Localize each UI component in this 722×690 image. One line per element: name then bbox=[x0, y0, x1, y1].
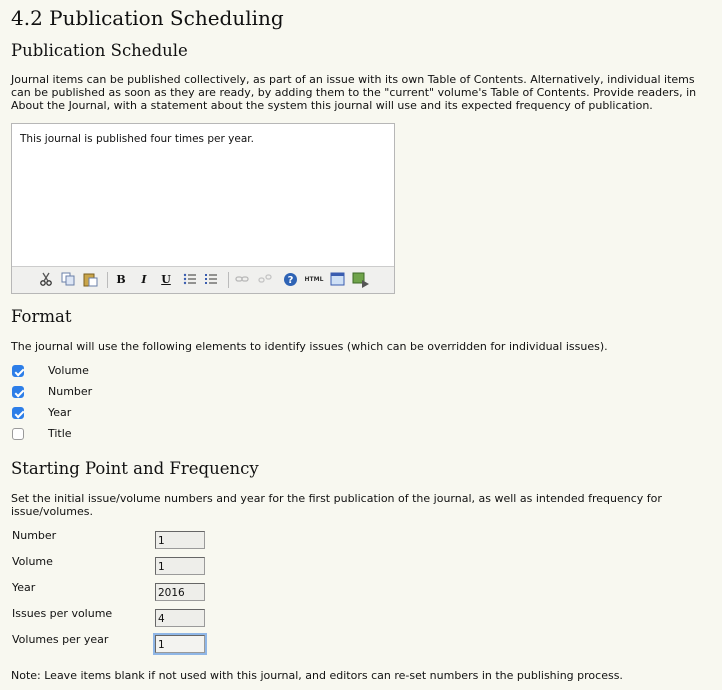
starting-heading: Starting Point and Frequency bbox=[11, 459, 259, 478]
schedule-description: Journal items can be published collectively, as part of an issue with its own Table of Contents. Alternatively, individual items can be published as soon as they are ready, by adding them to the "current" volume's Table of Contents. Provide readers, in About the Journal, with a statement about the system this journal will use and its expected frequency of publication. bbox=[11, 73, 697, 112]
volumes-per-year-label: Volumes per year bbox=[12, 633, 109, 646]
help-glyph: ? bbox=[287, 275, 293, 286]
number-label: Number bbox=[12, 529, 57, 542]
schedule-editor[interactable] bbox=[11, 123, 395, 294]
numbered-list-icon[interactable] bbox=[203, 272, 219, 288]
editor-content[interactable]: This journal is published four times per year. bbox=[20, 133, 254, 145]
checkbox-label: Volume bbox=[48, 364, 89, 377]
year-label: Year bbox=[12, 581, 36, 594]
toolbar-separator bbox=[228, 272, 229, 288]
starting-note: Note: Leave items blank if not used with this journal, and editors can re-set numbers in the publishing process. bbox=[11, 669, 623, 682]
bold-icon[interactable]: B bbox=[116, 273, 126, 286]
year-field[interactable] bbox=[155, 583, 205, 601]
unlink-icon[interactable] bbox=[257, 272, 273, 288]
title-checkbox[interactable] bbox=[12, 428, 24, 440]
format-heading: Format bbox=[11, 307, 72, 326]
number-field[interactable] bbox=[155, 531, 205, 549]
issues-per-volume-label: Issues per volume bbox=[12, 607, 113, 620]
volumes-per-year-field[interactable] bbox=[155, 635, 205, 653]
bullet-list-icon[interactable] bbox=[182, 272, 198, 288]
page-title: 4.2 Publication Scheduling bbox=[11, 6, 284, 30]
checkbox-label: Number bbox=[48, 385, 93, 398]
checkbox-label: Year bbox=[48, 406, 72, 419]
checkbox-label: Title bbox=[48, 427, 72, 440]
toolbar-separator bbox=[107, 272, 108, 288]
year-checkbox[interactable] bbox=[12, 407, 24, 419]
editor-toolbar bbox=[12, 266, 394, 293]
starting-description: Set the initial issue/volume numbers and year for the first publication of the journal, as well as intended frequency for issue/volumes. bbox=[11, 492, 662, 518]
schedule-heading: Publication Schedule bbox=[11, 41, 188, 60]
volume-checkbox[interactable] bbox=[12, 365, 24, 377]
number-checkbox[interactable] bbox=[12, 386, 24, 398]
html-source-icon[interactable]: HTML bbox=[304, 276, 324, 283]
cut-icon[interactable] bbox=[38, 272, 54, 288]
underline-icon[interactable]: U bbox=[161, 273, 171, 286]
volume-field[interactable] bbox=[155, 557, 205, 575]
issues-per-volume-field[interactable] bbox=[155, 609, 205, 627]
volume-label: Volume bbox=[12, 555, 53, 568]
fullscreen-icon[interactable] bbox=[329, 272, 345, 288]
link-icon[interactable] bbox=[234, 272, 250, 288]
copy-icon[interactable] bbox=[60, 272, 76, 288]
image-upload-icon[interactable] bbox=[351, 272, 371, 288]
help-icon[interactable] bbox=[282, 272, 298, 288]
paste-icon[interactable] bbox=[82, 272, 98, 288]
format-description: The journal will use the following elements to identify issues (which can be overridden for individual issues). bbox=[11, 340, 608, 353]
italic-icon[interactable]: I bbox=[141, 273, 147, 286]
